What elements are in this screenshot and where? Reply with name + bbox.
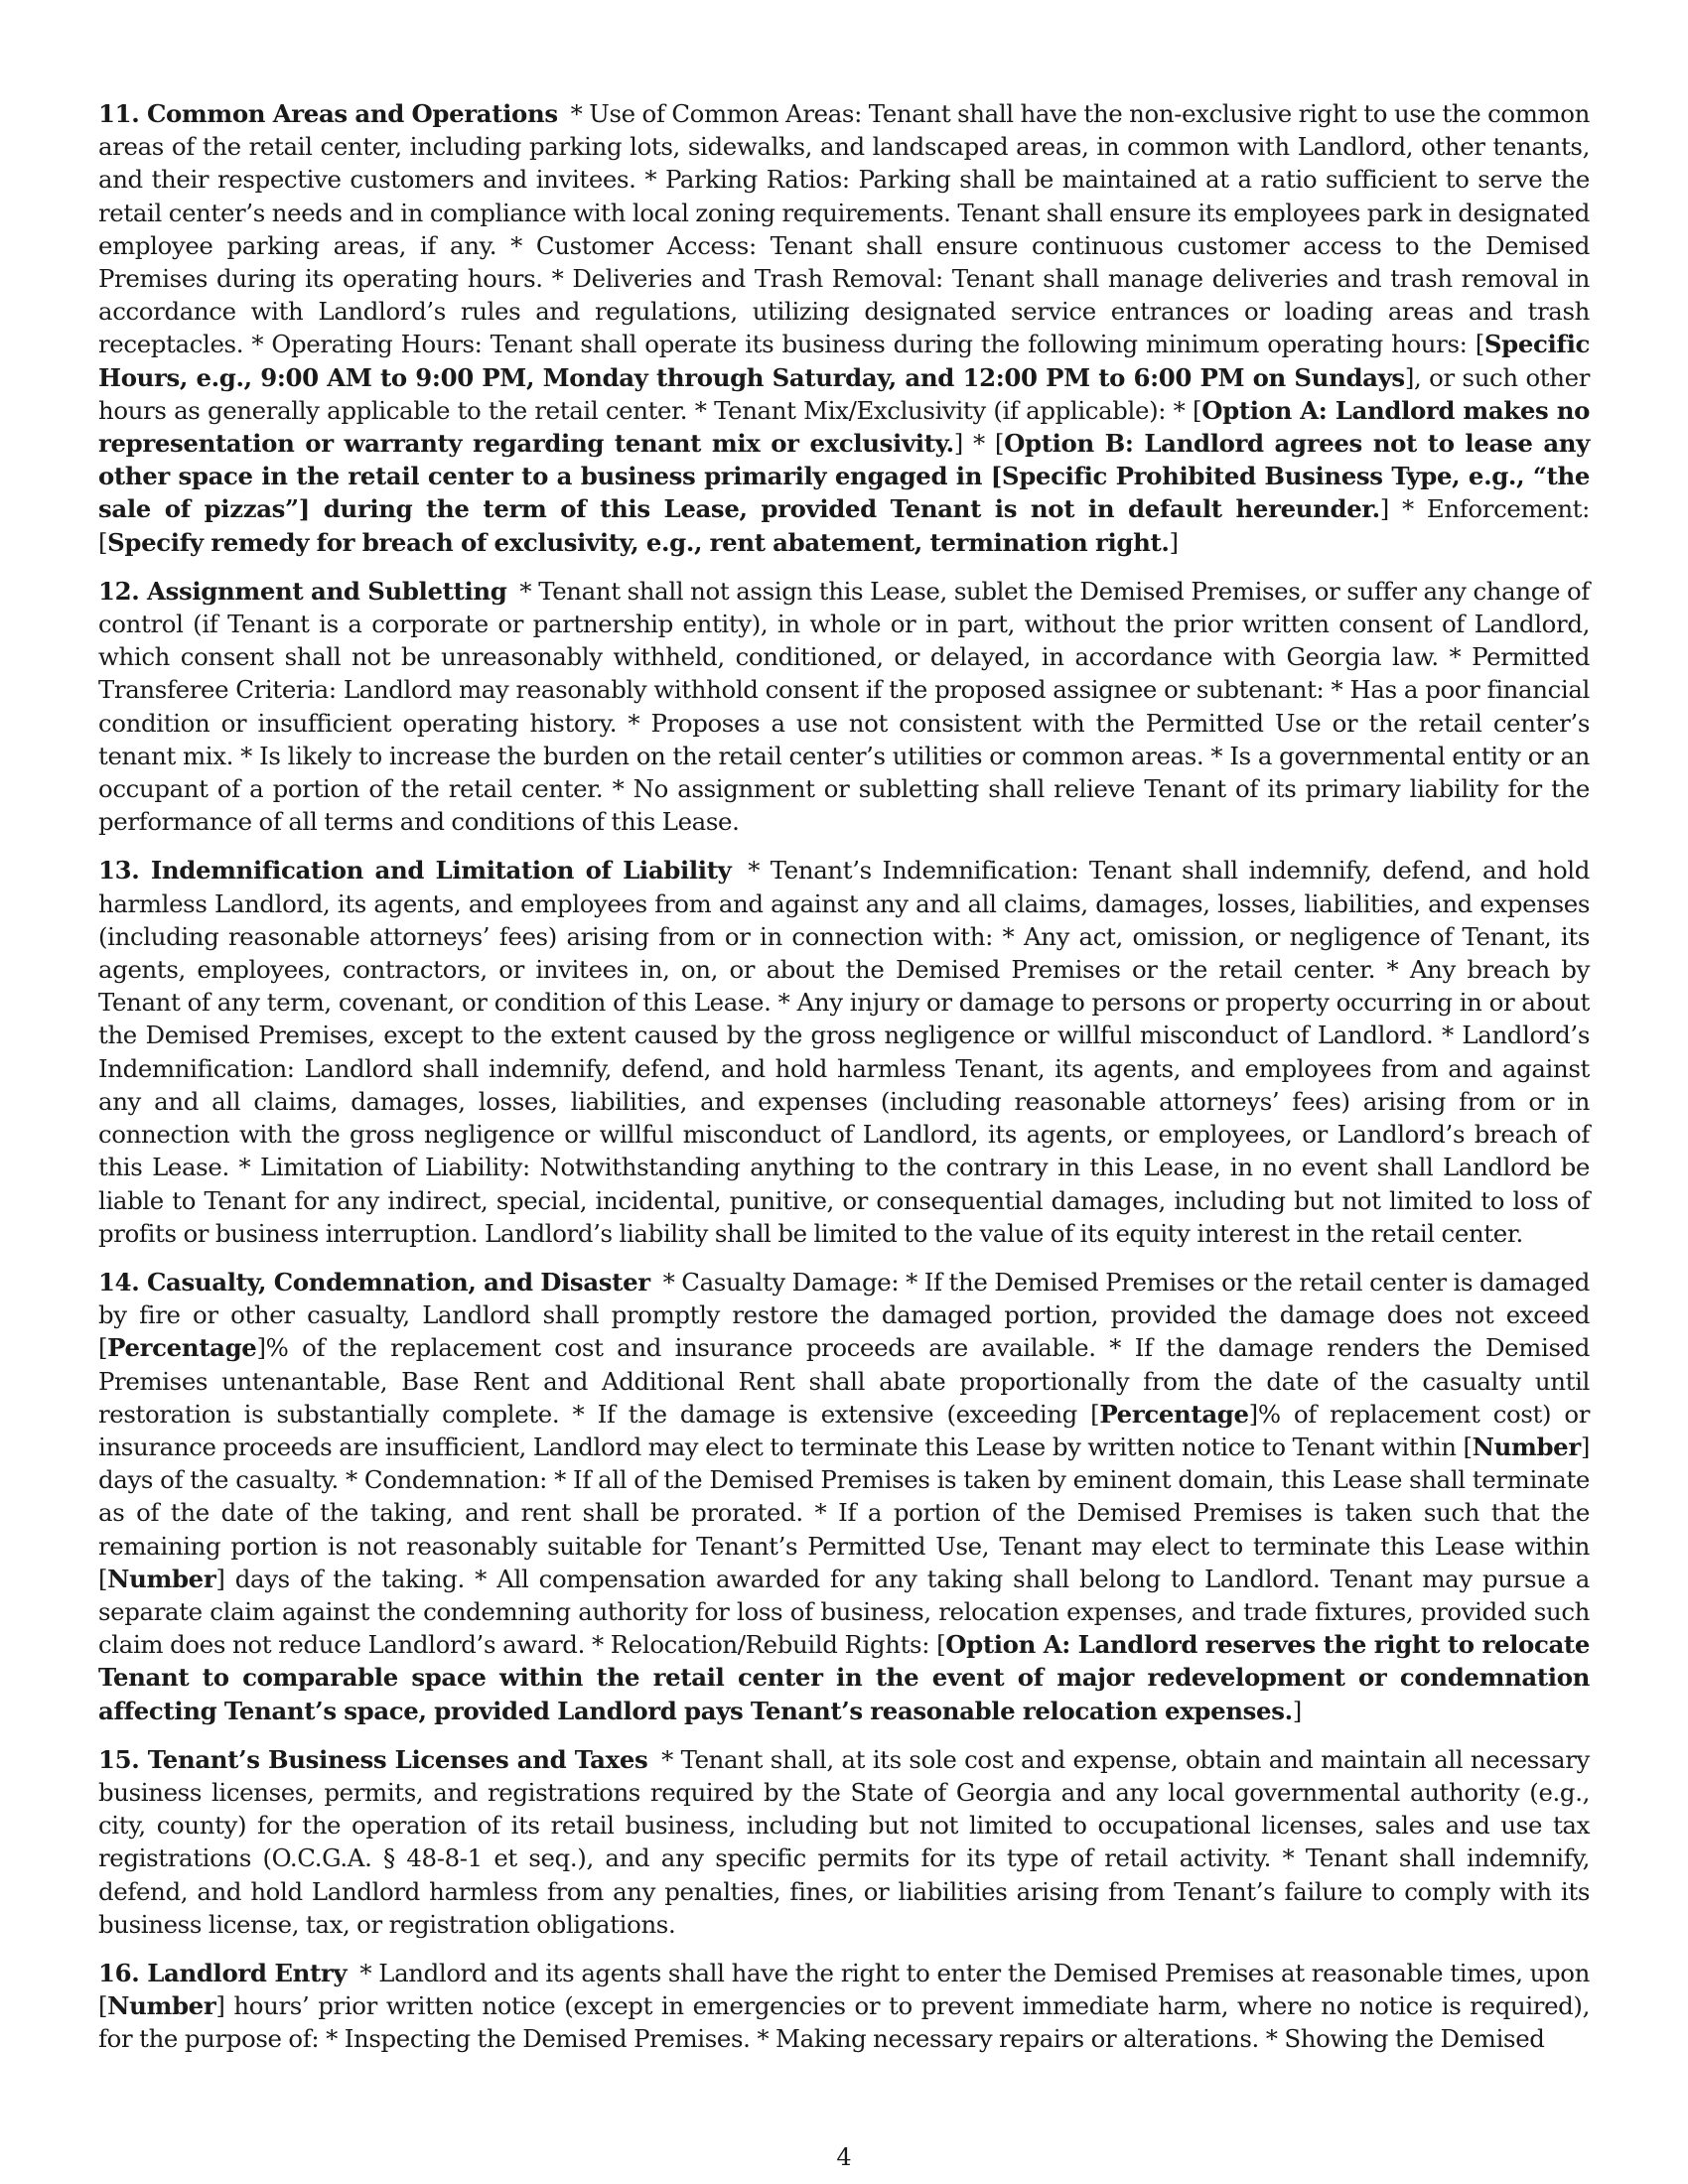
- section-heading: 14. Casualty, Condemnation, and Disaster: [98, 1267, 650, 1297]
- section-14: [98, 1266, 1590, 1727]
- section-text: * Landlord and its agents shall have the right to enter the Demised Premises at reasonable times, upon [: [98, 1958, 1590, 2021]
- placeholder-text: Number: [107, 1564, 216, 1593]
- placeholder-text: Percentage: [107, 1333, 257, 1363]
- section-text: ]% of the replacement cost and insurance proceeds are available. * If the damage renders the Demised Premises untenantable, Base Rent and Additional Rent shall abate proportionally from the date of the casualty until restoration is substantially complete. * If the damage is extensive (exceeding [: [98, 1333, 1590, 1429]
- section-text: * Tenant shall not assign this Lease, sublet the Demised Premises, or suffer any change of control (if Tenant is a corporate or partnership entity), in whole or in part, without the prior written consent of Landlord, which consent shall not be unreasonably withheld, conditioned, or delayed, in accordance with Georgia law. * Permitted Transferee Criteria: Landlord may reasonably withhold consent if the proposed assignee or subtenant: * Has a poor financial condition or insufficient operating history. * Proposes a use not consistent with the Permitted Use or the retail center’s tenant mix. * Is likely to increase the burden on the retail center’s utilities or common areas. * Is a governmental entity or an occupant of a portion of the retail center. * No assignment or subletting shall relieve Tenant of its primary liability for the performance of all terms and conditions of this Lease.: [98, 576, 1590, 837]
- placeholder-text: Specify remedy for breach of exclusivity, e.g., rent abatement, termination right.: [107, 527, 1170, 557]
- section-text: ]% of replacement cost) or insurance proceeds are insufficient, Landlord may elect to terminate this Lease by written notice to Tenant within [: [98, 1399, 1591, 1461]
- placeholder-text: Option B: Landlord agrees not to lease any other space in the retail center to a business primarily engaged in [Specific Prohibited Business Type, e.g., “the sale of pizzas”] during the term of this Lease, provided Tenant is not in default hereunder.: [98, 429, 1590, 524]
- section-11: [98, 97, 1590, 559]
- section-text: * Tenant shall, at its sole cost and expense, obtain and maintain all necessary business licenses, permits, and registrations required by the State of Georgia and any local governmental authority (e.g., city, county) for the operation of its retail business, including but not limited to occupational licenses, sales and use tax registrations (O.C.G.A. § 48-8-1 et seq.), and any specific permits for its type of retail activity. * Tenant shall indemnify, defend, and hold Landlord harmless from any penalties, fines, or liabilities arising from Tenant’s failure to comply with its business license, tax, or registration obligations.: [98, 1744, 1590, 1939]
- section-heading: 16. Landlord Entry: [98, 1958, 348, 1987]
- section-text: ]: [1292, 1696, 1302, 1725]
- section-12: [98, 575, 1590, 839]
- section-text: * Use of Common Areas: Tenant shall have the non-exclusive right to use the common areas of the retail center, including parking lots, sidewalks, and landscaped areas, in common with Landlord, other tenants, and their respective customers and invitees. * Parking Ratios: Parking shall be maintained at a ratio sufficient to serve the retail center’s needs and in compliance with local zoning requirements. Tenant shall ensure its employees park in designated employee parking areas, if any. * Customer Access: Tenant shall ensure continuous customer access to the Demised Premises during its operating hours. * Deliveries and Trash Removal: Tenant shall manage deliveries and trash removal in accordance with Landlord’s rules and regulations, utilizing designated service entrances or loading areas and trash receptacles. * Operating Hours: Tenant shall operate its business during the following minimum operating hours: [: [98, 99, 1591, 359]
- placeholder-text: Specific Hours, e.g., 9:00 AM to 9:00 PM, Monday through Saturday, and 12:00 PM to 6:00 PM on Sundays: [98, 330, 1590, 392]
- section-text: ] * [: [953, 429, 1005, 459]
- section-heading: 13. Indemnification and Limitation of Liability: [98, 856, 732, 886]
- section-text: ]: [1169, 527, 1179, 557]
- section-text: ] hours’ prior written notice (except in emergencies or to prevent immediate harm, where no notice is required), for the purpose of: * Inspecting the Demised Premises. * Making necessary repairs or alterations. * Showing the Demised: [98, 1991, 1590, 2054]
- placeholder-text: Percentage: [1099, 1399, 1249, 1429]
- section-text: ] * Enforcement: [: [98, 494, 1590, 557]
- section-16: [98, 1957, 1590, 2056]
- placeholder-text: Number: [107, 1991, 216, 2021]
- placeholder-text: Option A: Landlord makes no representation or warranty regarding tenant mix or exclusivity.: [98, 395, 1590, 459]
- section-text: ], or such other hours as generally applicable to the retail center. * Tenant Mix/Exclusivity (if applicable): * [: [98, 362, 1591, 425]
- section-heading: 11. Common Areas and Operations: [98, 99, 558, 128]
- placeholder-text: Number: [1472, 1432, 1581, 1461]
- placeholder-text: Option A: Landlord reserves the right to relocate Tenant to comparable space within the retail center in the event of major redevelopment or condemnation affecting Tenant’s space, provided Landlord pays Tenant’s reasonable relocation expenses.: [98, 1630, 1590, 1725]
- section-text: * Casualty Damage: * If the Demised Premises or the retail center is damaged by fire or other casualty, Landlord shall promptly restore the damaged portion, provided the damage does not exceed [: [98, 1267, 1590, 1363]
- section-text: ] days of the casualty. * Condemnation: * If all of the Demised Premises is taken by eminent domain, this Lease shall terminate as of the date of the taking, and rent shall be prorated. * If a portion of the Demised Premises is taken such that the remaining portion is not reasonably suitable for Tenant’s Permitted Use, Tenant may elect to terminate this Lease within [: [98, 1432, 1590, 1593]
- section-15: [98, 1743, 1590, 1941]
- document-page: [98, 97, 1590, 2072]
- page-number: 4: [836, 2143, 852, 2171]
- section-13: [98, 854, 1590, 1249]
- section-heading: 15. Tenant’s Business Licenses and Taxes: [98, 1744, 648, 1774]
- section-text: ] days of the taking. * All compensation awarded for any taking shall belong to Landlord. Tenant may pursue a separate claim against the condemning authority for loss of business, relocation expenses, and trade fixtures, provided such claim does not reduce Landlord’s award. * Relocation/Rebuild Rights: [: [98, 1564, 1590, 1660]
- section-heading: 12. Assignment and Subletting: [98, 576, 507, 606]
- section-text: * Tenant’s Indemnification: Tenant shall indemnify, defend, and hold harmless Landlord, its agents, and employees from and against any and all claims, damages, losses, liabilities, and expenses (including reasonable attorneys’ fees) arising from or in connection with: * Any act, omission, or negligence of Tenant, its agents, employees, contractors, or invitees in, on, or about the Demised Premises or the retail center. * Any breach by Tenant of any term, covenant, or condition of this Lease. * Any injury or damage to persons or property occurring in or about the Demised Premises, except to the extent caused by the gross negligence or willful misconduct of Landlord. * Landlord’s Indemnification: Landlord shall indemnify, defend, and hold harmless Tenant, its agents, and employees from and against any and all claims, damages, losses, liabilities, and expenses (including reasonable attorneys’ fees) arising from or in connection with the gross negligence or willful misconduct of Landlord, its agents, or employees, or Landlord’s breach of this Lease. * Limitation of Liability: Notwithstanding anything to the contrary in this Lease, in no event shall Landlord be liable to Tenant for any indirect, special, incidental, punitive, or consequential damages, including but not limited to loss of profits or business interruption. Landlord’s liability shall be limited to the value of its equity interest in the retail center.: [98, 856, 1590, 1248]
